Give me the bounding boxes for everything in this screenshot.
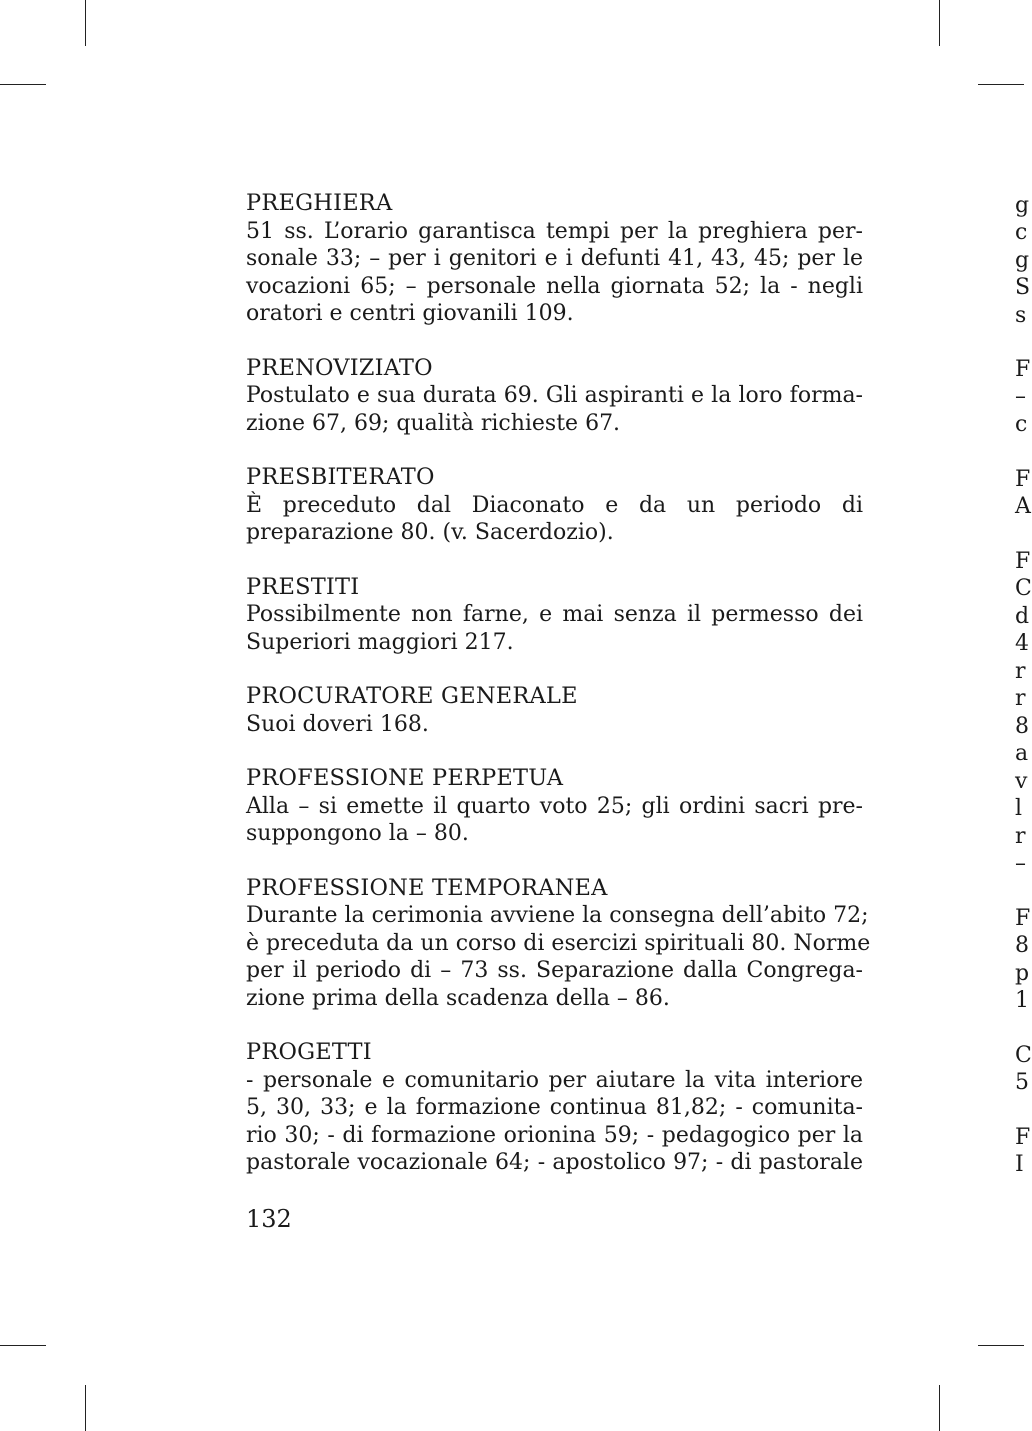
entry-title: PROFESSIONE TEMPORANEA <box>246 874 608 901</box>
entry-text-line: Alla – si emette il quarto voto 25; gli ordini sacri pre- <box>246 793 863 819</box>
index-column <box>246 190 871 1204</box>
entry-text-line: pastorale vocazionale 64; - apostolico 97; - di pastorale <box>246 1150 863 1175</box>
edge-fragment: 8 <box>1015 714 1029 739</box>
edge-fragment: I <box>1015 1152 1024 1177</box>
entry-text-line: Suoi doveri 168. <box>246 711 429 737</box>
entry-text-line: Possibilmente non farne, e mai senza il permesso dei <box>246 602 863 627</box>
entry-text-line: zione prima della scadenza della – 86. <box>246 985 670 1011</box>
index-entry-progetti <box>246 1039 863 1177</box>
index-entry-prestiti <box>246 574 863 657</box>
edge-fragment: A <box>1015 494 1031 519</box>
edge-fragment: l <box>1015 796 1023 821</box>
entry-text-line: per il periodo di – 73 ss. Separazione dalla Congrega- <box>246 958 863 983</box>
edge-fragment: C <box>1015 1043 1032 1068</box>
edge-fragment: r <box>1015 686 1026 711</box>
edge-fragment: S <box>1015 275 1031 300</box>
entry-text-line: suppongono la – 80. <box>246 821 469 846</box>
crop-mark-bottom-left-h <box>0 1345 46 1346</box>
entry-text-line: 5, 30, 33; e la formazione continua 81,82; - comunita- <box>246 1095 863 1120</box>
edge-fragment: 4 <box>1015 631 1029 656</box>
edge-fragment: v <box>1015 769 1028 794</box>
edge-fragment: – <box>1015 384 1026 409</box>
edge-fragment: F <box>1015 549 1031 574</box>
entry-text-line: sonale 33; – per i genitori e i defunti 41, 43, 45; per le <box>246 246 863 271</box>
edge-fragment: p <box>1015 961 1030 986</box>
entry-text-line: vocazioni 65; – personale nella giornata 52; la - negli <box>246 273 863 299</box>
entry-text-line: È preceduto dal Diaconato e da un periodo di <box>246 492 863 518</box>
page-number: 132 <box>246 1205 292 1233</box>
entry-text-line: - personale e comunitario per aiutare la vita interiore <box>246 1067 863 1093</box>
edge-fragment: r <box>1015 824 1026 849</box>
entry-text-line: rio 30; - di formazione orionina 59; - pedagogico per la <box>246 1122 863 1148</box>
entry-text-line: preparazione 80. (v. Sacerdozio). <box>246 520 614 545</box>
edge-fragment: d <box>1015 604 1030 629</box>
entry-text-line: è preceduta da un corso di esercizi spirituali 80. Norme <box>246 930 871 956</box>
entry-title: PRENOVIZIATO <box>246 354 433 381</box>
edge-fragment: C <box>1015 576 1032 601</box>
edge-fragment: c <box>1015 412 1028 437</box>
index-entry-presbiterato <box>246 464 863 547</box>
entry-text-line: 51 ss. L’orario garantisca tempi per la preghiera per- <box>246 218 863 244</box>
entry-text-line: oratori e centri giovanili 109. <box>246 301 574 326</box>
edge-fragment: r <box>1015 659 1026 684</box>
crop-mark-bottom-right <box>939 1385 940 1431</box>
entry-text-line: Superiori maggiori 217. <box>246 629 514 655</box>
edge-fragment: a <box>1015 741 1029 766</box>
crop-mark-top-left-h <box>0 84 46 85</box>
entry-title: PROFESSIONE PERPETUA <box>246 765 564 791</box>
index-entry-professione-temporanea <box>246 874 871 1013</box>
edge-fragment: 8 <box>1015 933 1029 958</box>
edge-fragment: F <box>1015 906 1031 931</box>
entry-text-line: Postulato e sua durata 69. Gli aspiranti e la loro forma- <box>246 383 863 408</box>
crop-mark-top-right <box>939 0 940 46</box>
crop-mark-bottom-left <box>85 1385 86 1431</box>
entry-title: PRESTITI <box>246 573 360 600</box>
index-entry-preghiera <box>246 190 863 328</box>
edge-fragment: 1 <box>1015 988 1029 1013</box>
edge-fragment: F <box>1015 467 1031 492</box>
entry-text-line: zione 67, 69; qualità richieste 67. <box>246 410 621 436</box>
edge-fragment: s <box>1015 303 1027 328</box>
entry-title: PREGHIERA <box>246 190 393 216</box>
crop-mark-top-left <box>85 0 86 46</box>
index-entry-procuratore-generale <box>246 683 863 738</box>
edge-fragment: – <box>1015 851 1026 876</box>
edge-fragment: 5 <box>1015 1070 1029 1095</box>
edge-fragment: F <box>1015 357 1031 382</box>
facing-page-edge <box>1013 0 1032 1431</box>
entry-title: PROGETTI <box>246 1039 372 1065</box>
entry-title: PROCURATORE GENERALE <box>246 683 578 709</box>
edge-fragment: c <box>1015 220 1028 245</box>
edge-fragment: g <box>1015 193 1030 218</box>
entry-title: PRESBITERATO <box>246 464 435 490</box>
entry-text-line: Durante la cerimonia avviene la consegna dell’abito 72; <box>246 903 869 928</box>
index-entry-professione-perpetua <box>246 765 863 848</box>
index-entry-prenoviziato <box>246 355 863 438</box>
edge-fragment: g <box>1015 248 1030 273</box>
edge-fragment: F <box>1015 1125 1031 1150</box>
